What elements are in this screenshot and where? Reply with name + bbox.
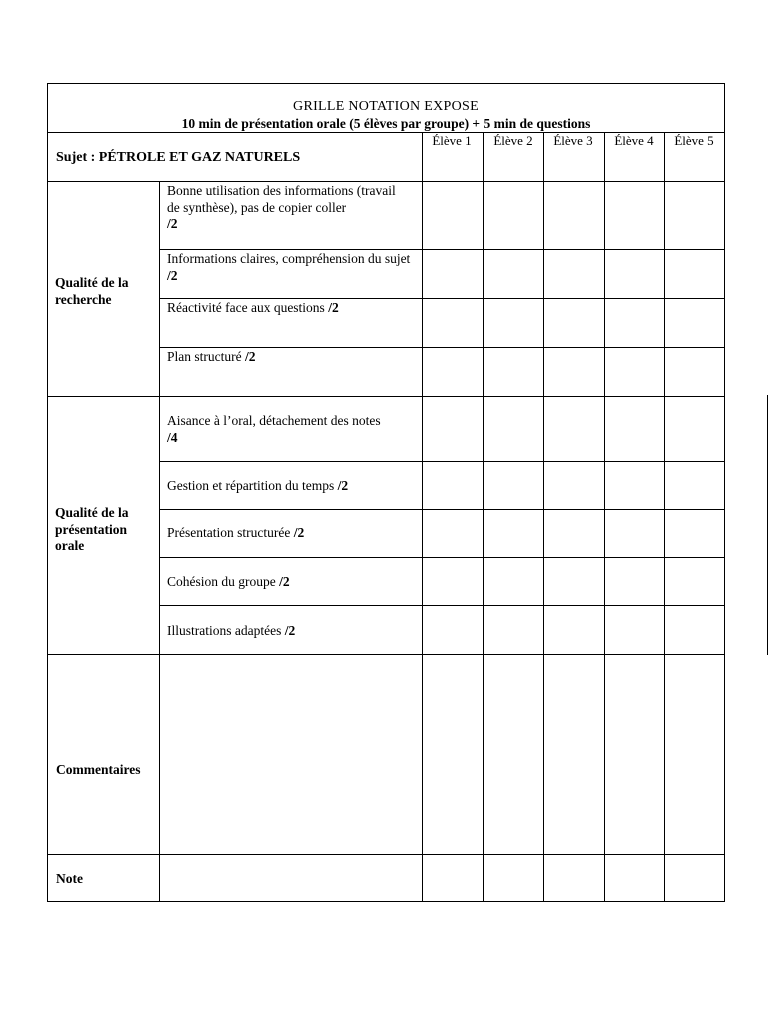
- criterion-text: Plan structuré: [167, 349, 242, 364]
- row-divider: [48, 181, 724, 182]
- criterion-text: Aisance à l’oral, détachement des notes: [167, 413, 381, 428]
- student-column-header: Élève 5: [674, 133, 714, 148]
- criterion-score: /2: [284, 623, 296, 638]
- row-divider: [159, 509, 724, 510]
- note-label: Note: [56, 871, 83, 886]
- criterion-score: /2: [167, 216, 178, 231]
- student-column-header: Élève 2: [493, 133, 533, 148]
- criterion-score: /2: [279, 574, 290, 589]
- grading-grid: [47, 83, 725, 902]
- col-divider: [483, 132, 484, 901]
- criterion-text: Gestion et répartition du temps: [167, 478, 335, 493]
- col-divider: [422, 132, 423, 901]
- row-divider: [159, 347, 724, 348]
- criterion: [167, 300, 417, 317]
- col-divider: [159, 181, 160, 901]
- col-divider: [543, 132, 544, 901]
- grid-title: GRILLE NOTATION EXPOSE: [293, 99, 479, 114]
- criterion-text: Bonne utilisation des informations (travail de synthèse), pas de copier coller: [167, 183, 396, 215]
- subject-label: Sujet : PÉTROLE ET GAZ NATURELS: [56, 150, 301, 165]
- row-divider: [159, 298, 724, 299]
- criterion: [167, 183, 407, 233]
- student-column-header: Élève 3: [553, 133, 593, 148]
- col-divider: [604, 132, 605, 901]
- criterion-score: /2: [328, 300, 339, 315]
- criterion: [167, 478, 417, 495]
- section-label-presentation: Qualité de la présentation orale: [55, 505, 129, 553]
- grid-header: [48, 84, 724, 132]
- student-column-header: Élève 1: [432, 133, 472, 148]
- criterion-text: Illustrations adaptées: [167, 623, 282, 638]
- criterion: [167, 349, 417, 366]
- row-divider: [48, 654, 724, 655]
- criterion-text: Informations claires, compréhension du sujet: [167, 251, 411, 266]
- criterion: [167, 623, 417, 640]
- criterion-text: Présentation structurée: [167, 525, 291, 540]
- row-divider: [159, 249, 724, 250]
- row-divider: [159, 557, 724, 558]
- criterion: [167, 413, 417, 446]
- student-column-header: Élève 4: [614, 133, 654, 148]
- criterion-score: /2: [244, 349, 256, 364]
- criterion: [167, 574, 417, 591]
- criterion-score: /2: [293, 525, 305, 540]
- criterion: [167, 525, 417, 542]
- row-divider: [48, 396, 724, 397]
- col-divider: [664, 132, 665, 901]
- comments-label: Commentaires: [56, 762, 141, 777]
- criterion-text: Cohésion du groupe: [167, 574, 276, 589]
- criterion-score: /2: [337, 478, 349, 493]
- criterion-text: Réactivité face aux questions: [167, 300, 325, 315]
- criterion: [167, 251, 419, 284]
- row-divider: [48, 854, 724, 855]
- section-label-recherche: Qualité de la recherche: [55, 275, 129, 307]
- row-divider: [159, 461, 724, 462]
- row-divider: [159, 605, 724, 606]
- grid-subtitle: 10 min de présentation orale (5 élèves par groupe) + 5 min de questions: [181, 116, 591, 131]
- criterion-score: /2: [167, 267, 178, 283]
- criterion-score: /4: [167, 429, 178, 445]
